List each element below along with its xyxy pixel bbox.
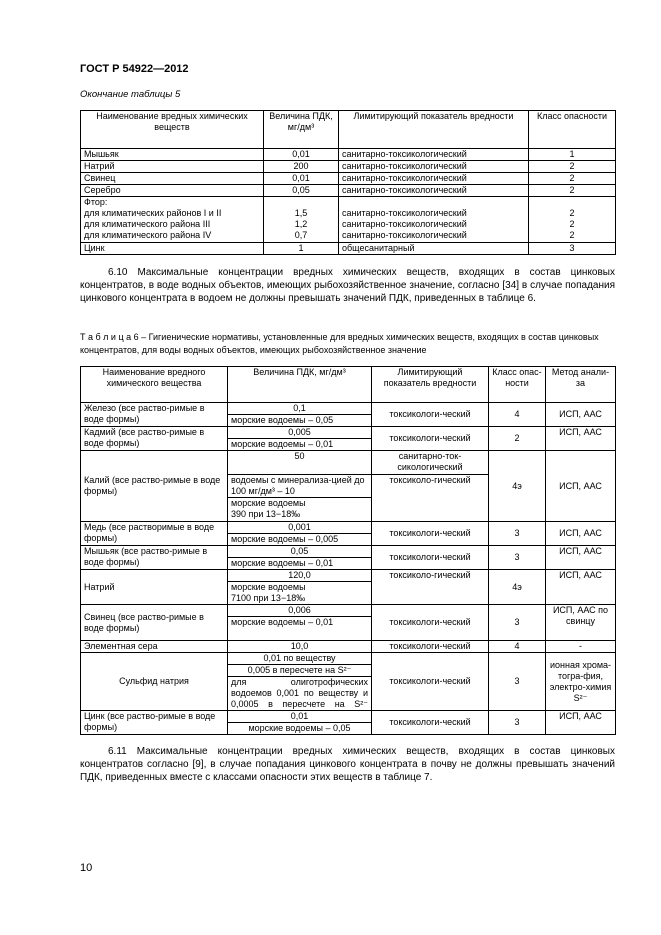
table-cell: для олиготрофических водоемов 0,001 по веществу и 0,0005 в пересчете на S²⁻: [228, 677, 372, 711]
fluor-item: для климатического района III: [84, 219, 211, 229]
table6: [80, 366, 616, 735]
table-cell: [81, 197, 264, 243]
table6-header-method: Метод анали-за: [546, 367, 616, 403]
potassium-sea-label: морские водоемы: [231, 498, 306, 508]
table-cell: 0,01: [228, 711, 372, 723]
table-cell: токсиколо-гический: [372, 475, 489, 522]
fluor-limit: санитарно-токсикологический: [342, 230, 467, 240]
table-cell: токсикологи-ческий: [372, 653, 489, 711]
table-cell: 200: [264, 161, 339, 173]
table-cell: Серебро: [81, 185, 264, 197]
fluor-pdk: 1,5: [294, 208, 308, 218]
table-cell: Свинец: [81, 173, 264, 185]
table-cell: ионная хрома-тогра-фия, электро-химия S²⁻: [546, 653, 616, 711]
table-cell: ИСП, ААС: [546, 546, 616, 570]
table-cell: морские водоемы – 0,05: [228, 415, 372, 427]
table6-caption: [80, 331, 615, 356]
table-cell: [529, 197, 616, 243]
table-cell: 4: [489, 641, 546, 653]
sodium-sea-label: морские водоемы: [231, 582, 306, 592]
table-cell: 4: [489, 403, 546, 427]
table-cell: Медь (все растворимые в воде формы): [81, 522, 228, 546]
table-cell: 0,05: [228, 546, 372, 558]
table-cell: 120,0: [228, 570, 372, 582]
table6-header-name: Наименование вредного химического вещества: [81, 367, 228, 403]
fluor-class: 2: [569, 230, 575, 240]
table5-header-class: Класс опасности: [529, 111, 616, 149]
fluor-class: 2: [569, 208, 575, 218]
paragraph-6-10: 6.10 Максимальные концентрации вредных химических веществ, входящих в состав цинковых концентратов, в воде водных объектов, имеющих рыбохозяйственное значение, согласно [34] в случае попадания цинкового концентрата в водоем не должны превышать значений ПДК, приведенных в таблице 6.: [80, 267, 615, 305]
fluor-limit: санитарно-токсикологический: [342, 219, 467, 229]
table-cell: ИСП, ААС: [546, 711, 616, 735]
table5: [80, 110, 616, 255]
table-cell: 3: [489, 546, 546, 570]
table-cell: 3: [489, 605, 546, 641]
table-cell: 3: [489, 522, 546, 546]
table-cell: ИСП, ААС: [546, 570, 616, 605]
table-cell: [264, 197, 339, 243]
table6-header-class: Класс опас-ности: [489, 367, 546, 403]
table-cell: ИСП, ААС: [546, 427, 616, 451]
table-cell: Свинец (все раство-римые в воде формы): [81, 605, 228, 641]
table-cell: морские водоемы – 0,01: [228, 439, 372, 451]
table6-header-pdk: Величина ПДК, мг/дм³: [228, 367, 372, 403]
table-cell: 4э: [489, 451, 546, 522]
fluor-pdk: 0,7: [294, 230, 308, 240]
table-cell: токсикологи-ческий: [372, 641, 489, 653]
table-cell: Мышьяк: [81, 149, 264, 161]
table-cell: токсиколо-гический: [372, 570, 489, 605]
table6-caption-lead: Т а б л и ц а 6: [80, 332, 139, 342]
table-cell: санитарно-ток-сикологический: [372, 451, 489, 475]
table-cell: токсикологи-ческий: [372, 546, 489, 570]
table-cell: 0,005: [228, 427, 372, 439]
table-cell: морские водоемы – 0,01: [228, 617, 372, 641]
table-cell: 3: [489, 653, 546, 711]
table-cell: токсикологи-ческий: [372, 403, 489, 427]
table5-header-name: Наименование вредных химических веществ: [81, 111, 264, 149]
table5-header-limit: Лимитирующий показатель вредности: [339, 111, 529, 149]
sodium-sea-value: 7100 при 13−18‰: [231, 593, 306, 603]
table-cell: Натрий: [81, 570, 228, 605]
table-cell: морские водоемы – 0,005: [228, 534, 372, 546]
fluor-limit: санитарно-токсикологический: [342, 208, 467, 218]
fluor-class: 2: [569, 219, 575, 229]
table-cell: Железо (все раство-римые в воде формы): [81, 403, 228, 427]
table-cell: санитарно-токсикологический: [339, 161, 529, 173]
table-cell: 0,1: [228, 403, 372, 415]
table-cell: санитарно-токсикологический: [339, 149, 529, 161]
table-cell: Мышьяк (все раство-римые в воде формы): [81, 546, 228, 570]
table-cell: 3: [529, 243, 616, 255]
potassium-sea-value: 390 при 13−18‰: [231, 509, 301, 519]
fluor-title: Фтор:: [84, 197, 108, 207]
table-cell: ИСП, ААС по свинцу: [546, 605, 616, 641]
table-cell: Кадмий (все раство-римые в воде формы): [81, 427, 228, 451]
table-cell: 1: [529, 149, 616, 161]
table-cell: 0,01: [264, 173, 339, 185]
table6-caption-text: – Гигиенические нормативы, установленные для вредных химических веществ, входящих в состав цинковых концентратов, для воды водных объектов, имеющих рыбохозяйственное значение: [80, 332, 599, 355]
table-cell: Цинк (все раство-римые в воде формы): [81, 711, 228, 735]
table-cell: 0,05: [264, 185, 339, 197]
table-cell: Цинк: [81, 243, 264, 255]
table-cell: 1: [264, 243, 339, 255]
table-cell: общесанитарный: [339, 243, 529, 255]
table-cell: ИСП, ААС: [546, 403, 616, 427]
table5-header-pdk: Величина ПДК, мг/дм³: [264, 111, 339, 149]
fluor-item: для климатического района IV: [84, 230, 212, 240]
page-number: 10: [80, 862, 93, 874]
table6-header-limit: Лимитирующий показатель вредности: [372, 367, 489, 403]
table-cell: [228, 582, 372, 605]
table-cell: -: [546, 641, 616, 653]
table-cell: 50: [228, 451, 372, 475]
table-cell: морские водоемы – 0,01: [228, 558, 372, 570]
table-cell: 0,01 по веществу: [228, 653, 372, 665]
table-cell: Калий (все раство-римые в воде формы): [81, 451, 228, 522]
table-cell: санитарно-токсикологический: [339, 173, 529, 185]
table-cell: 4э: [489, 570, 546, 605]
table-cell: 2: [529, 173, 616, 185]
table-cell: [228, 475, 372, 498]
table-cell: Сульфид натрия: [81, 653, 228, 711]
table-cell: [339, 197, 529, 243]
table-cell: 2: [489, 427, 546, 451]
table-cell: ИСП, ААС: [546, 522, 616, 546]
table-cell: 10,0: [228, 641, 372, 653]
potassium-value-freshwater: водоемы с минерализа-цией до 100 мг/дм³ – 10: [231, 475, 365, 496]
document-code: ГОСТ Р 54922—2012: [80, 63, 189, 75]
table-cell: токсикологи-ческий: [372, 605, 489, 641]
paragraph-6-11: 6.11 Максимальные концентрации вредных химических веществ, входящих в состав цинковых концентратов согласно [9], в случае попадания цинкового концентрата в почву не должны превышать значений ПДК, приведенных вместе с классами опасности этих веществ в таблице 7.: [80, 746, 615, 784]
table-cell: санитарно-токсикологический: [339, 185, 529, 197]
table-cell: 2: [529, 185, 616, 197]
table-cell: морские водоемы – 0,05: [228, 723, 372, 735]
table-cell: Натрий: [81, 161, 264, 173]
table-cell: 0,01: [264, 149, 339, 161]
table-cell: ИСП, ААС: [546, 451, 616, 522]
table-cell: токсикологи-ческий: [372, 522, 489, 546]
table5-caption: Окончание таблицы 5: [80, 89, 181, 100]
table-cell: 0,005 в пересчете на S²⁻: [228, 665, 372, 677]
table-cell: Элементная сера: [81, 641, 228, 653]
fluor-pdk: 1,2: [294, 219, 308, 229]
table-cell: 0,001: [228, 522, 372, 534]
table-cell: [228, 498, 372, 522]
table-cell: 0,006: [228, 605, 372, 617]
table-cell: 3: [489, 711, 546, 735]
table-cell: токсикологи-ческий: [372, 427, 489, 451]
table-cell: 2: [529, 161, 616, 173]
fluor-item: для климатических районов I и II: [84, 208, 222, 218]
table-cell: токсикологи-ческий: [372, 711, 489, 735]
